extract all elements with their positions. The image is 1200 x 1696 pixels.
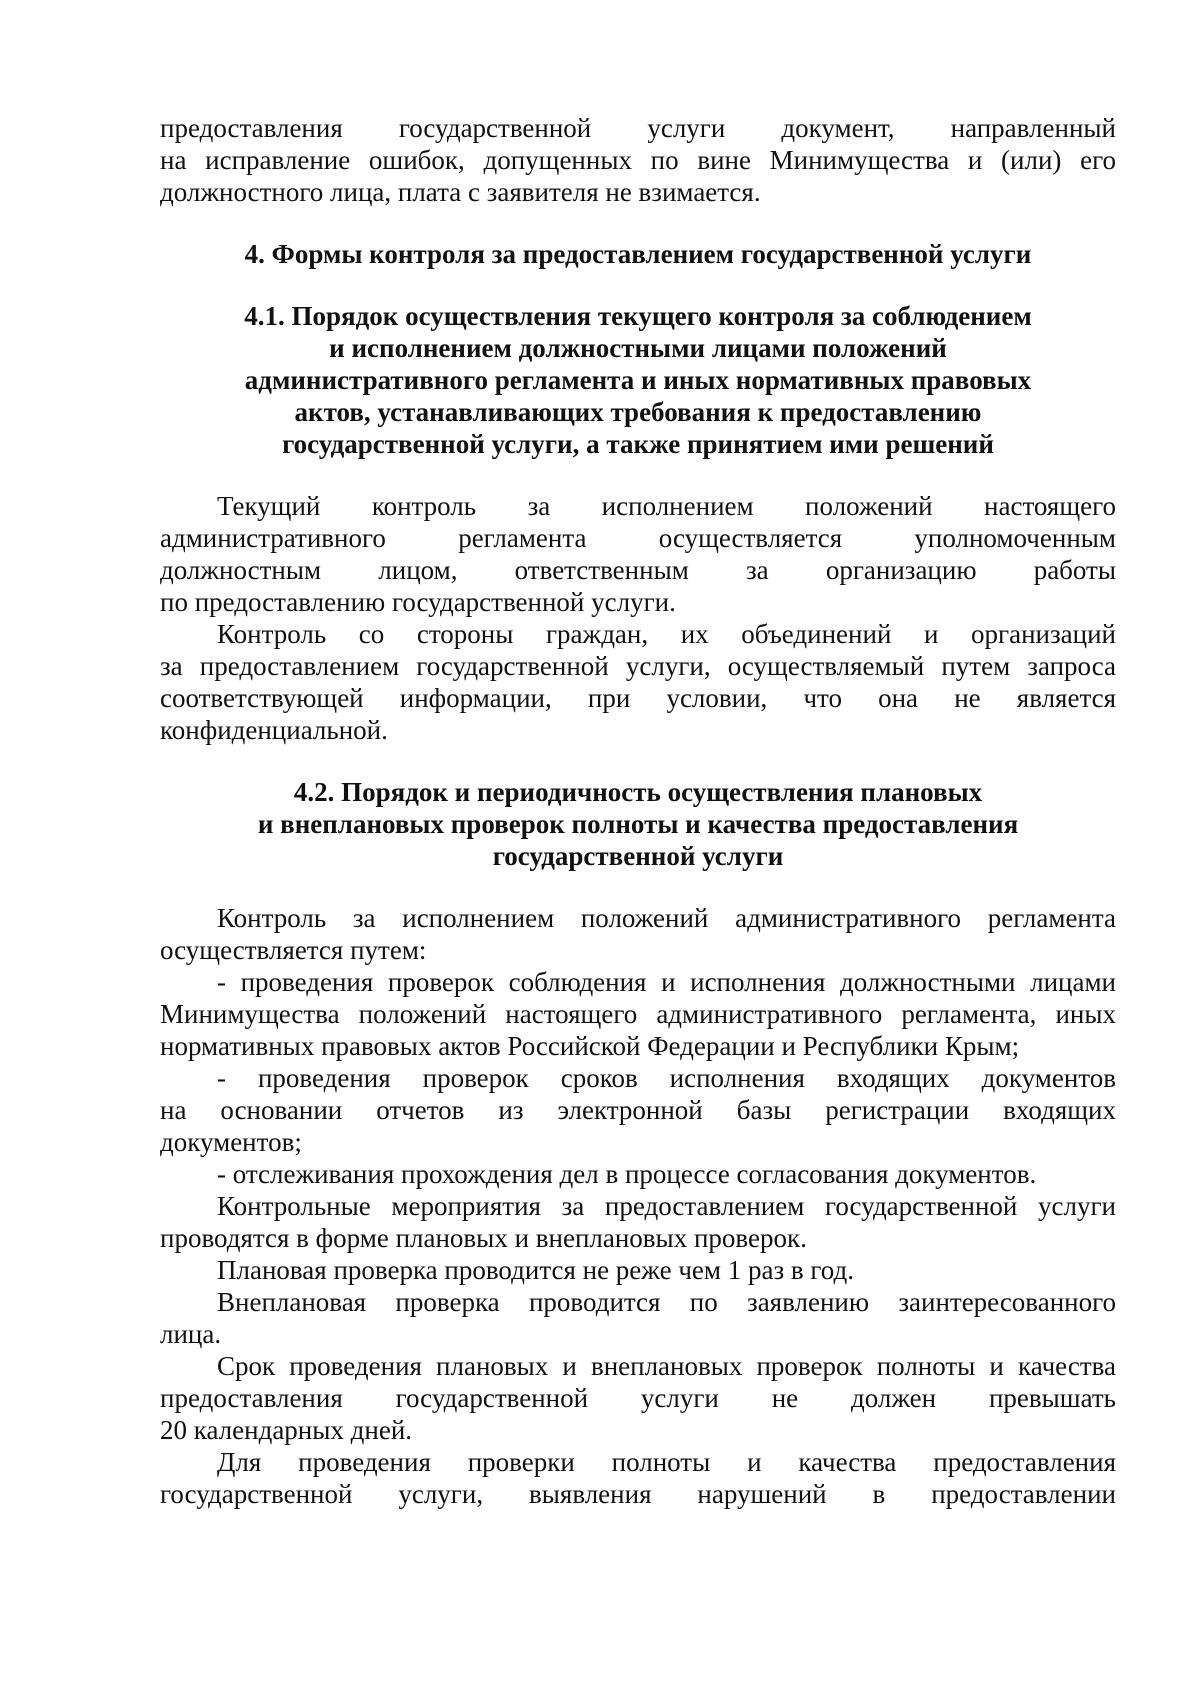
text-line: Для проведения проверки полноты и качества предоставления — [217, 1447, 1116, 1477]
heading-line: административного регламента и иных нормативных правовых — [244, 365, 1032, 395]
paragraph-continued — [160, 934, 1116, 966]
document-page — [160, 112, 1116, 1510]
paragraph-continued — [160, 1318, 1116, 1350]
text-line: Плановая проверка проводится не реже чем 1 раз в год. — [217, 1255, 854, 1285]
text-line: документов; — [160, 1127, 302, 1157]
text-line: лица. — [160, 1319, 222, 1349]
paragraph — [160, 902, 1116, 934]
text-line: Текущий контроль за исполнением положений настоящего — [217, 491, 1116, 521]
section-4-1-heading — [160, 300, 1116, 460]
heading-line: 4.2. Порядок и периодичность осуществления плановых — [293, 777, 983, 807]
text-line: Внеплановая проверка проводится по заявлению заинтересованного — [217, 1287, 1116, 1317]
text-line: государственной услуги, выявления нарушений в предоставлении — [160, 1479, 1116, 1509]
heading-line: государственной услуги, а также принятием ими решений — [282, 429, 994, 459]
paragraph-continued — [160, 522, 1116, 618]
text-line: Контроль за исполнением положений административного регламента — [217, 903, 1116, 933]
section-4-heading: 4. Формы контроля за предоставлением государственной услуги — [244, 239, 1032, 269]
paragraph-continued — [160, 1222, 1116, 1254]
continuation-paragraph — [160, 112, 1116, 208]
text-line: Контрольные мероприятия за предоставлением государственной услуги — [217, 1191, 1116, 1221]
paragraph-continued — [160, 1382, 1116, 1446]
heading-line: государственной услуги — [492, 841, 784, 871]
paragraph — [160, 1190, 1116, 1222]
list-item — [160, 1158, 1116, 1190]
text-line: предоставления государственной услуги не должен превышать — [160, 1383, 1116, 1413]
text-line: - проведения проверок сроков исполнения входящих документов — [217, 1063, 1116, 1093]
heading-line: актов, устанавливающих требования к предоставлению — [294, 397, 982, 427]
text-line: на основании отчетов из электронной базы регистрации входящих — [160, 1095, 1116, 1125]
paragraph-continued — [160, 1478, 1116, 1510]
heading-line: и исполнением должностными лицами положений — [329, 333, 947, 363]
paragraph — [160, 490, 1116, 522]
text-line: - проведения проверок соблюдения и исполнения должностными лицами — [217, 967, 1116, 997]
text-line: осуществляется путем: — [160, 935, 427, 965]
paragraph — [160, 1446, 1116, 1478]
text-line: за предоставлением государственной услуги, осуществляемый путем запроса — [160, 651, 1116, 681]
paragraph — [160, 1350, 1116, 1382]
text-line: по предоставлению государственной услуги. — [160, 587, 676, 617]
text-line: 20 календарных дней. — [160, 1415, 413, 1445]
text-line: Минимущества положений настоящего административного регламента, иных — [160, 999, 1116, 1029]
text-line: нормативных правовых актов Российской Федерации и Республики Крым; — [160, 1031, 1020, 1061]
text-line: Срок проведения плановых и внеплановых проверок полноты и качества — [217, 1351, 1116, 1381]
heading-line: и внеплановых проверок полноты и качества предоставления — [257, 809, 1019, 839]
text-line: на исправление ошибок, допущенных по вине Минимущества и (или) его — [160, 145, 1116, 175]
text-line: соответствующей информации, при условии, что она не является — [160, 683, 1116, 713]
text-line: предоставления государственной услуги документ, направленный — [160, 113, 1116, 143]
text-line: конфиденциальной. — [160, 715, 388, 745]
text-line: - отслеживания прохождения дел в процессе согласования документов. — [217, 1159, 1037, 1189]
paragraph — [160, 618, 1116, 650]
paragraph — [160, 1286, 1116, 1318]
list-item-continued — [160, 998, 1116, 1062]
text-line: должностным лицом, ответственным за организацию работы — [160, 555, 1116, 585]
list-item — [160, 1062, 1116, 1094]
text-line: проводятся в форме плановых и внеплановых проверок. — [160, 1223, 807, 1253]
list-item-continued — [160, 1094, 1116, 1158]
list-item — [160, 966, 1116, 998]
paragraph — [160, 1254, 1116, 1286]
heading-line: 4.1. Порядок осуществления текущего контроля за соблюдением — [244, 301, 1032, 331]
section-4-2-heading — [160, 776, 1116, 872]
text-line: должностного лица, плата с заявителя не взимается. — [160, 177, 761, 207]
text-line: административного регламента осуществляется уполномоченным — [160, 523, 1116, 553]
text-line: Контроль со стороны граждан, их объединений и организаций — [217, 619, 1116, 649]
paragraph-continued — [160, 650, 1116, 746]
